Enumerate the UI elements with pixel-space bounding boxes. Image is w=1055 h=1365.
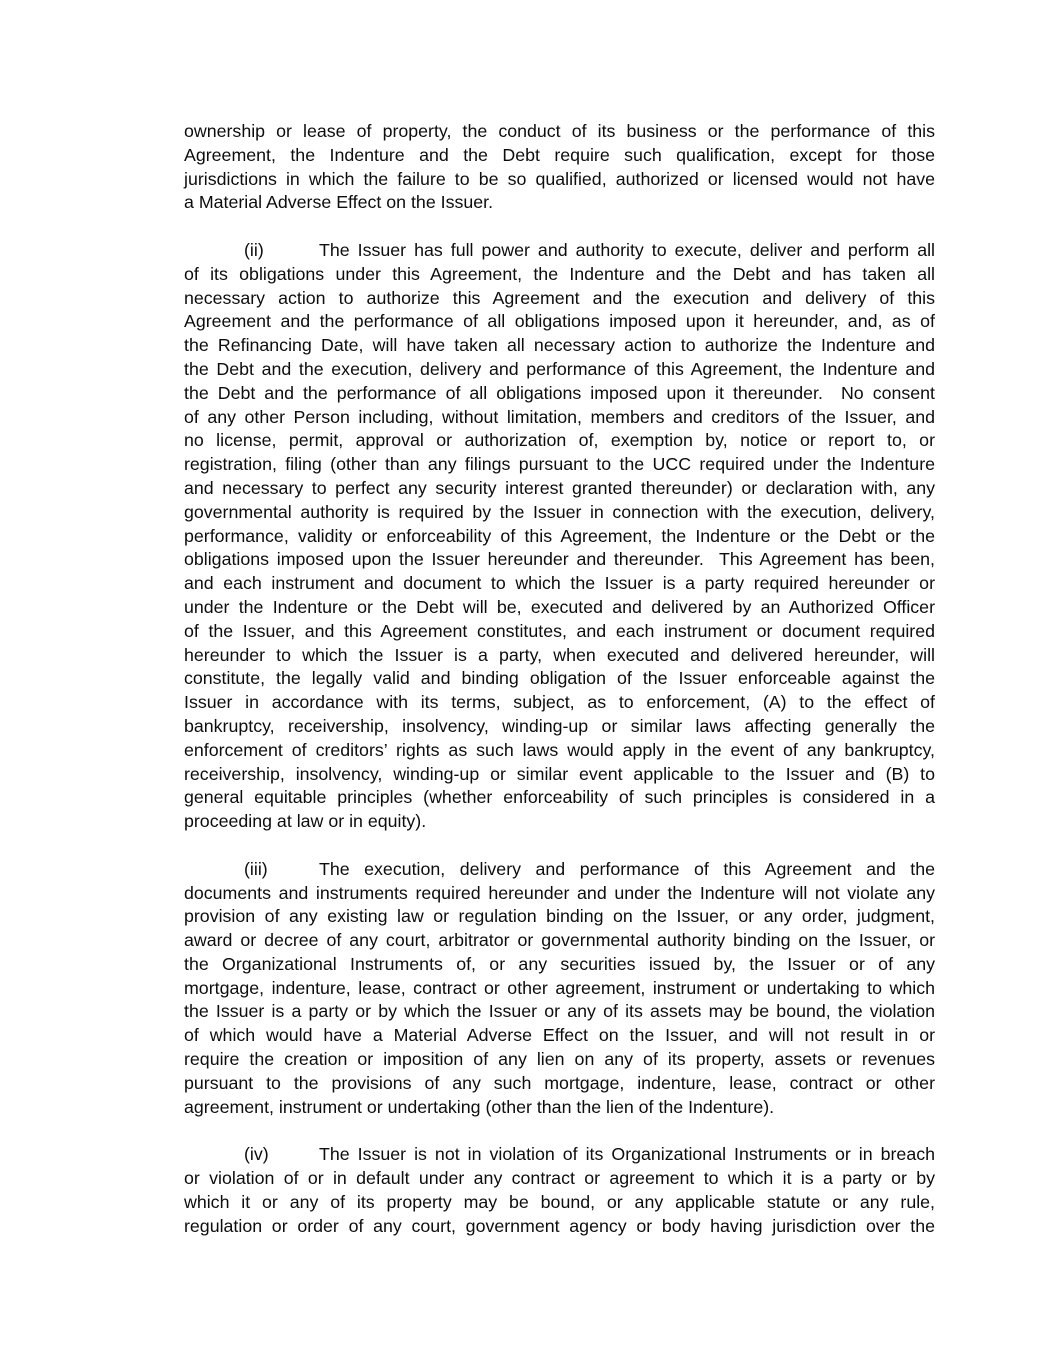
text-line: of which would have a Material Adverse Effect on the Issuer, and will not result in or	[184, 1025, 935, 1046]
text-line: regulation or order of any court, government agency or body having jurisdiction over the	[184, 1215, 935, 1236]
paragraph-label: (iii)	[244, 858, 268, 879]
text-line: constitute, the legally valid and binding obligation of the Issuer enforceable against the	[184, 668, 935, 689]
text-line: governmental authority is required by the Issuer in connection with the execution, delivery,	[184, 501, 935, 522]
text-line: under the Indenture or the Debt will be, executed and delivered by an Authorized Officer	[184, 596, 935, 617]
text-line: obligations imposed upon the Issuer hereunder and thereunder. This Agreement has been,	[184, 549, 935, 570]
text-line: jurisdictions in which the failure to be so qualified, authorized or licensed would not have	[184, 168, 935, 189]
line-text: The Issuer has full power and authority to execute, deliver and perform all	[319, 239, 935, 260]
paragraph	[184, 858, 935, 1120]
text-line: enforcement of creditors’ rights as such laws would apply in the event of any bankruptcy,	[184, 739, 935, 760]
text-line: the Organizational Instruments of, or any securities issued by, the Issuer or of any	[184, 953, 935, 974]
text-line: the Refinancing Date, will have taken all necessary action to authorize the Indenture and	[184, 335, 935, 356]
text-line: award or decree of any court, arbitrator or governmental authority binding on the Issuer, or	[184, 930, 935, 951]
text-line: necessary action to authorize this Agreement and the execution and delivery of this	[184, 287, 935, 308]
text-line: registration, filing (other than any filings pursuant to the UCC required under the Indenture	[184, 454, 935, 475]
text-line: the Debt and the execution, delivery and performance of this Agreement, the Indenture and	[184, 358, 935, 379]
paragraph-label: (ii)	[244, 239, 264, 260]
text-line: the Debt and the performance of all obligations imposed upon it thereunder. No consent	[184, 382, 935, 403]
paragraph-label: (iv)	[244, 1144, 269, 1165]
text-line: of any other Person including, without limitation, members and creditors of the Issuer, and	[184, 406, 935, 427]
text-line	[184, 858, 935, 882]
text-line: Agreement, the Indenture and the Debt require such qualification, except for those	[184, 144, 935, 165]
text-line: require the creation or imposition of any lien on any of its property, assets or revenues	[184, 1049, 935, 1070]
text-line	[184, 1143, 935, 1167]
text-line: hereunder to which the Issuer is a party, when executed and delivered hereunder, will	[184, 644, 935, 665]
text-line: no license, permit, approval or authorization of, exemption by, notice or report to, or	[184, 430, 935, 451]
text-line: bankruptcy, receivership, insolvency, winding-up or similar laws affecting generally the	[184, 715, 935, 736]
text-line: the Issuer is a party or by which the Issuer or any of its assets may be bound, the violation	[184, 1001, 935, 1022]
text-line: of the Issuer, and this Agreement constitutes, and each instrument or document required	[184, 620, 935, 641]
line-text: The execution, delivery and performance of this Agreement and the	[319, 858, 935, 879]
text-line: and necessary to perfect any security interest granted thereunder) or declaration with, any	[184, 477, 935, 498]
text-line: a Material Adverse Effect on the Issuer.	[184, 192, 494, 213]
text-line: or violation of or in default under any contract or agreement to which it is a party or by	[184, 1168, 935, 1189]
text-line: pursuant to the provisions of any such mortgage, indenture, lease, contract or other	[184, 1072, 935, 1093]
text-line: and each instrument and document to which the Issuer is a party required hereunder or	[184, 573, 935, 594]
paragraph	[184, 120, 935, 215]
text-line: agreement, instrument or undertaking (other than the lien of the Indenture).	[184, 1096, 775, 1117]
text-line: Agreement and the performance of all obligations imposed upon it hereunder, and, as of	[184, 311, 935, 332]
line-text: The Issuer is not in violation of its Organizational Instruments or in breach	[319, 1144, 935, 1165]
text-line: proceeding at law or in equity).	[184, 811, 427, 832]
text-line: performance, validity or enforceability of this Agreement, the Indenture or the Debt or the	[184, 525, 935, 546]
text-line: mortgage, indenture, lease, contract or other agreement, instrument or undertaking to which	[184, 977, 935, 998]
text-line: of its obligations under this Agreement, the Indenture and the Debt and has taken all	[184, 263, 935, 284]
paragraph	[184, 239, 935, 834]
document-body	[184, 120, 935, 1238]
text-line	[184, 239, 935, 263]
text-line: receivership, insolvency, winding-up or similar event applicable to the Issuer and (B) to	[184, 763, 935, 784]
paragraph	[184, 1143, 935, 1238]
text-line: provision of any existing law or regulation binding on the Issuer, or any order, judgment,	[184, 906, 935, 927]
text-line: which it or any of its property may be bound, or any applicable statute or any rule,	[184, 1191, 935, 1212]
text-line: ownership or lease of property, the conduct of its business or the performance of this	[184, 121, 935, 141]
text-line: general equitable principles (whether enforceability of such principles is considered in a	[184, 787, 935, 808]
text-line: Issuer in accordance with its terms, subject, as to enforcement, (A) to the effect of	[184, 692, 935, 713]
text-line: documents and instruments required hereunder and under the Indenture will not violate any	[184, 882, 935, 903]
